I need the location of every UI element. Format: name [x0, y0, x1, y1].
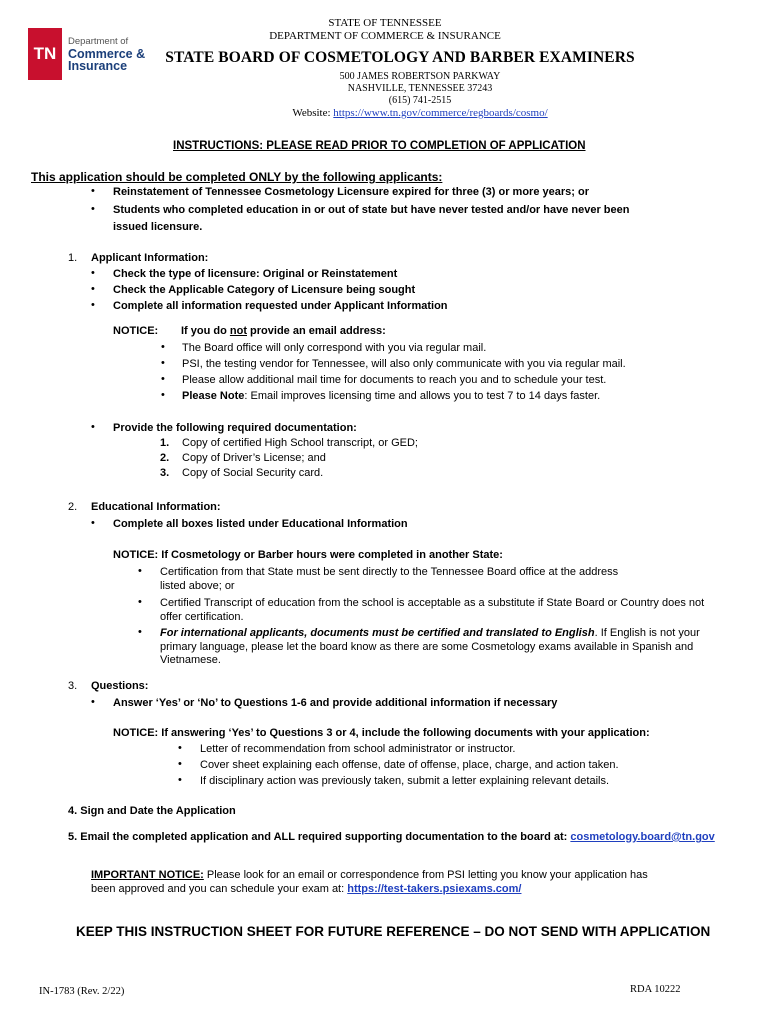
section-5-text: Email the completed application and ALL required supporting documentation to the board at:: [80, 831, 571, 843]
s1-bullet-1: Check the type of licensure: Original or Reinstatement: [113, 268, 398, 280]
notice-post: provide an email address:: [247, 325, 386, 337]
s3-notice-2: Cover sheet explaining each offense, date of offense, place, charge, and action taken.: [200, 759, 619, 771]
important-notice-line-1: [91, 868, 648, 882]
section-1-number: 1.: [68, 252, 78, 264]
intro-bullet-2a: Students who completed education in or out of state but have never tested and/or have never been: [113, 204, 630, 216]
important-notice-text-1: Please look for an email or correspondence from PSI letting you know your application has: [203, 869, 648, 881]
s2-notice-3c: Vietnamese.: [160, 654, 221, 666]
tn-logo-mark: TN: [28, 28, 62, 80]
s3-notice-1: Letter of recommendation from school administrator or instructor.: [200, 743, 516, 755]
s3-bullet-1: Answer ‘Yes’ or ‘No’ to Questions 1-6 and provide additional information if necessary: [113, 697, 558, 709]
important-notice-label: IMPORTANT NOTICE:: [91, 869, 204, 881]
s2-notice: NOTICE: If Cosmetology or Barber hours were completed in another State:: [113, 549, 503, 561]
section-3-number: 3.: [68, 680, 78, 692]
section-4-number: 4.: [68, 805, 78, 817]
bullet: •: [161, 341, 165, 353]
bullet: •: [161, 357, 165, 369]
keep-instruction-notice: KEEP THIS INSTRUCTION SHEET FOR FUTURE REFERENCE – DO NOT SEND WITH APPLICATION: [76, 924, 711, 939]
bullet: •: [91, 267, 95, 279]
doc-3: Copy of Social Security card.: [182, 467, 324, 479]
bullet: •: [91, 185, 95, 197]
doc-2: Copy of Driver’s License; and: [182, 452, 326, 464]
bullet: •: [91, 421, 95, 433]
s1-notice-2: PSI, the testing vendor for Tennessee, will also only communicate with you via regular mail.: [182, 358, 626, 370]
rda-number: RDA 10222: [630, 984, 681, 995]
s2-notice-2a: Certified Transcript of education from the school is acceptable as a substitute if State Board or Country does not: [160, 597, 705, 609]
intro-bullet-1: Reinstatement of Tennessee Cosmetology Licensure expired for three (3) or more years; or: [113, 186, 589, 198]
section-2-title: Educational Information:: [91, 501, 221, 513]
notice-not: not: [229, 325, 247, 337]
instructions-title: INSTRUCTIONS: PLEASE READ PRIOR TO COMPLETION OF APPLICATION: [173, 140, 586, 152]
bullet: •: [178, 742, 182, 754]
s1-notice-label: NOTICE:: [113, 325, 159, 337]
header-board: STATE BOARD OF COSMETOLOGY AND BARBER EXAMINERS: [165, 49, 635, 66]
bullet: •: [161, 373, 165, 385]
please-note-text: : Email improves licensing time and allows you to test 7 to 14 days faster.: [244, 390, 601, 402]
bullet: •: [91, 517, 95, 529]
s1-notice-3: Please allow additional mail time for documents to reach you and to schedule your test.: [182, 374, 607, 386]
bullet: •: [91, 203, 95, 215]
s3-notice: NOTICE: If answering ‘Yes’ to Questions 3 or 4, include the following documents with your application:: [113, 727, 650, 739]
s2-notice-1b: listed above; or: [160, 580, 235, 592]
doc-1: Copy of certified High School transcript, or GED;: [182, 437, 418, 449]
s2-notice-3a: [160, 626, 700, 640]
bullet: •: [138, 596, 142, 608]
bullet: •: [91, 283, 95, 295]
s1-notice-heading: [181, 324, 386, 338]
doc-1-number: 1.: [160, 437, 170, 449]
section-5-number: 5.: [68, 831, 78, 843]
form-number: IN-1783 (Rev. 2/22): [39, 986, 125, 997]
doc-2-number: 2.: [160, 452, 170, 464]
s2-bullet-1: Complete all boxes listed under Educational Information: [113, 518, 408, 530]
please-note: Please Note: [182, 390, 245, 402]
section-2-number: 2.: [68, 501, 78, 513]
header-phone: (615) 741-2515: [388, 95, 452, 106]
s1-notice-1: The Board office will only correspond with you via regular mail.: [182, 342, 487, 354]
intro-heading: This application should be completed ONLY by the following applicants:: [31, 170, 443, 184]
logo-line-2: Commerce &: [68, 47, 146, 61]
section-1-title: Applicant Information:: [91, 252, 209, 264]
header-address-2: NASHVILLE, TENNESSEE 37243: [347, 83, 493, 94]
bullet: •: [161, 389, 165, 401]
intro-bullet-2b: issued licensure.: [113, 221, 203, 233]
bullet: •: [138, 565, 142, 577]
website-label: Website:: [292, 107, 334, 119]
s1-docs-title: Provide the following required documentation:: [113, 422, 357, 434]
section-4-text: Sign and Date the Application: [80, 805, 236, 817]
s1-notice-4: [182, 389, 600, 403]
s3-notice-3: If disciplinary action was previously taken, submit a letter explaining relevant details.: [200, 775, 610, 787]
psi-exams-link[interactable]: https://test-takers.psiexams.com/: [347, 883, 522, 895]
s2-notice-1a: Certification from that State must be sent directly to the Tennessee Board office at the address: [160, 566, 619, 578]
doc-3-number: 3.: [160, 467, 170, 479]
header-dept: DEPARTMENT OF COMMERCE & INSURANCE: [269, 30, 501, 42]
s2-notice-3b: primary language, please let the board know as there are some Cosmetology exams available in Spanish and: [160, 641, 694, 653]
board-email-link[interactable]: cosmetology.board@tn.gov: [570, 831, 715, 843]
s1-bullet-3: Complete all information requested under Applicant Information: [113, 300, 448, 312]
section-5: [68, 830, 715, 844]
bullet: •: [91, 299, 95, 311]
logo-line-3: Insurance: [68, 59, 128, 73]
notice-pre: If you do: [181, 325, 230, 337]
bullet: •: [138, 626, 142, 638]
section-3-title: Questions:: [91, 680, 149, 692]
header-website: [35, 107, 770, 119]
s1-bullet-2: Check the Applicable Category of Licensure being sought: [113, 284, 416, 296]
international-applicants: For international applicants, documents must be certified and translated to English: [160, 627, 595, 639]
header-state: STATE OF TENNESSEE: [328, 17, 442, 29]
website-link[interactable]: https://www.tn.gov/commerce/regboards/cosmo/: [333, 107, 548, 119]
s2-notice-2b: offer certification.: [160, 611, 244, 623]
logo-line-1: Department of: [68, 36, 129, 47]
bullet: •: [178, 774, 182, 786]
bullet: •: [91, 696, 95, 708]
header-address-1: 500 JAMES ROBERTSON PARKWAY: [339, 71, 501, 82]
important-notice-line-2: [91, 882, 521, 896]
s2-notice-3-rest: . If English is not your: [594, 627, 700, 639]
bullet: •: [178, 758, 182, 770]
section-4: [68, 804, 236, 818]
important-notice-text-2: been approved and you can schedule your exam at:: [91, 883, 348, 895]
